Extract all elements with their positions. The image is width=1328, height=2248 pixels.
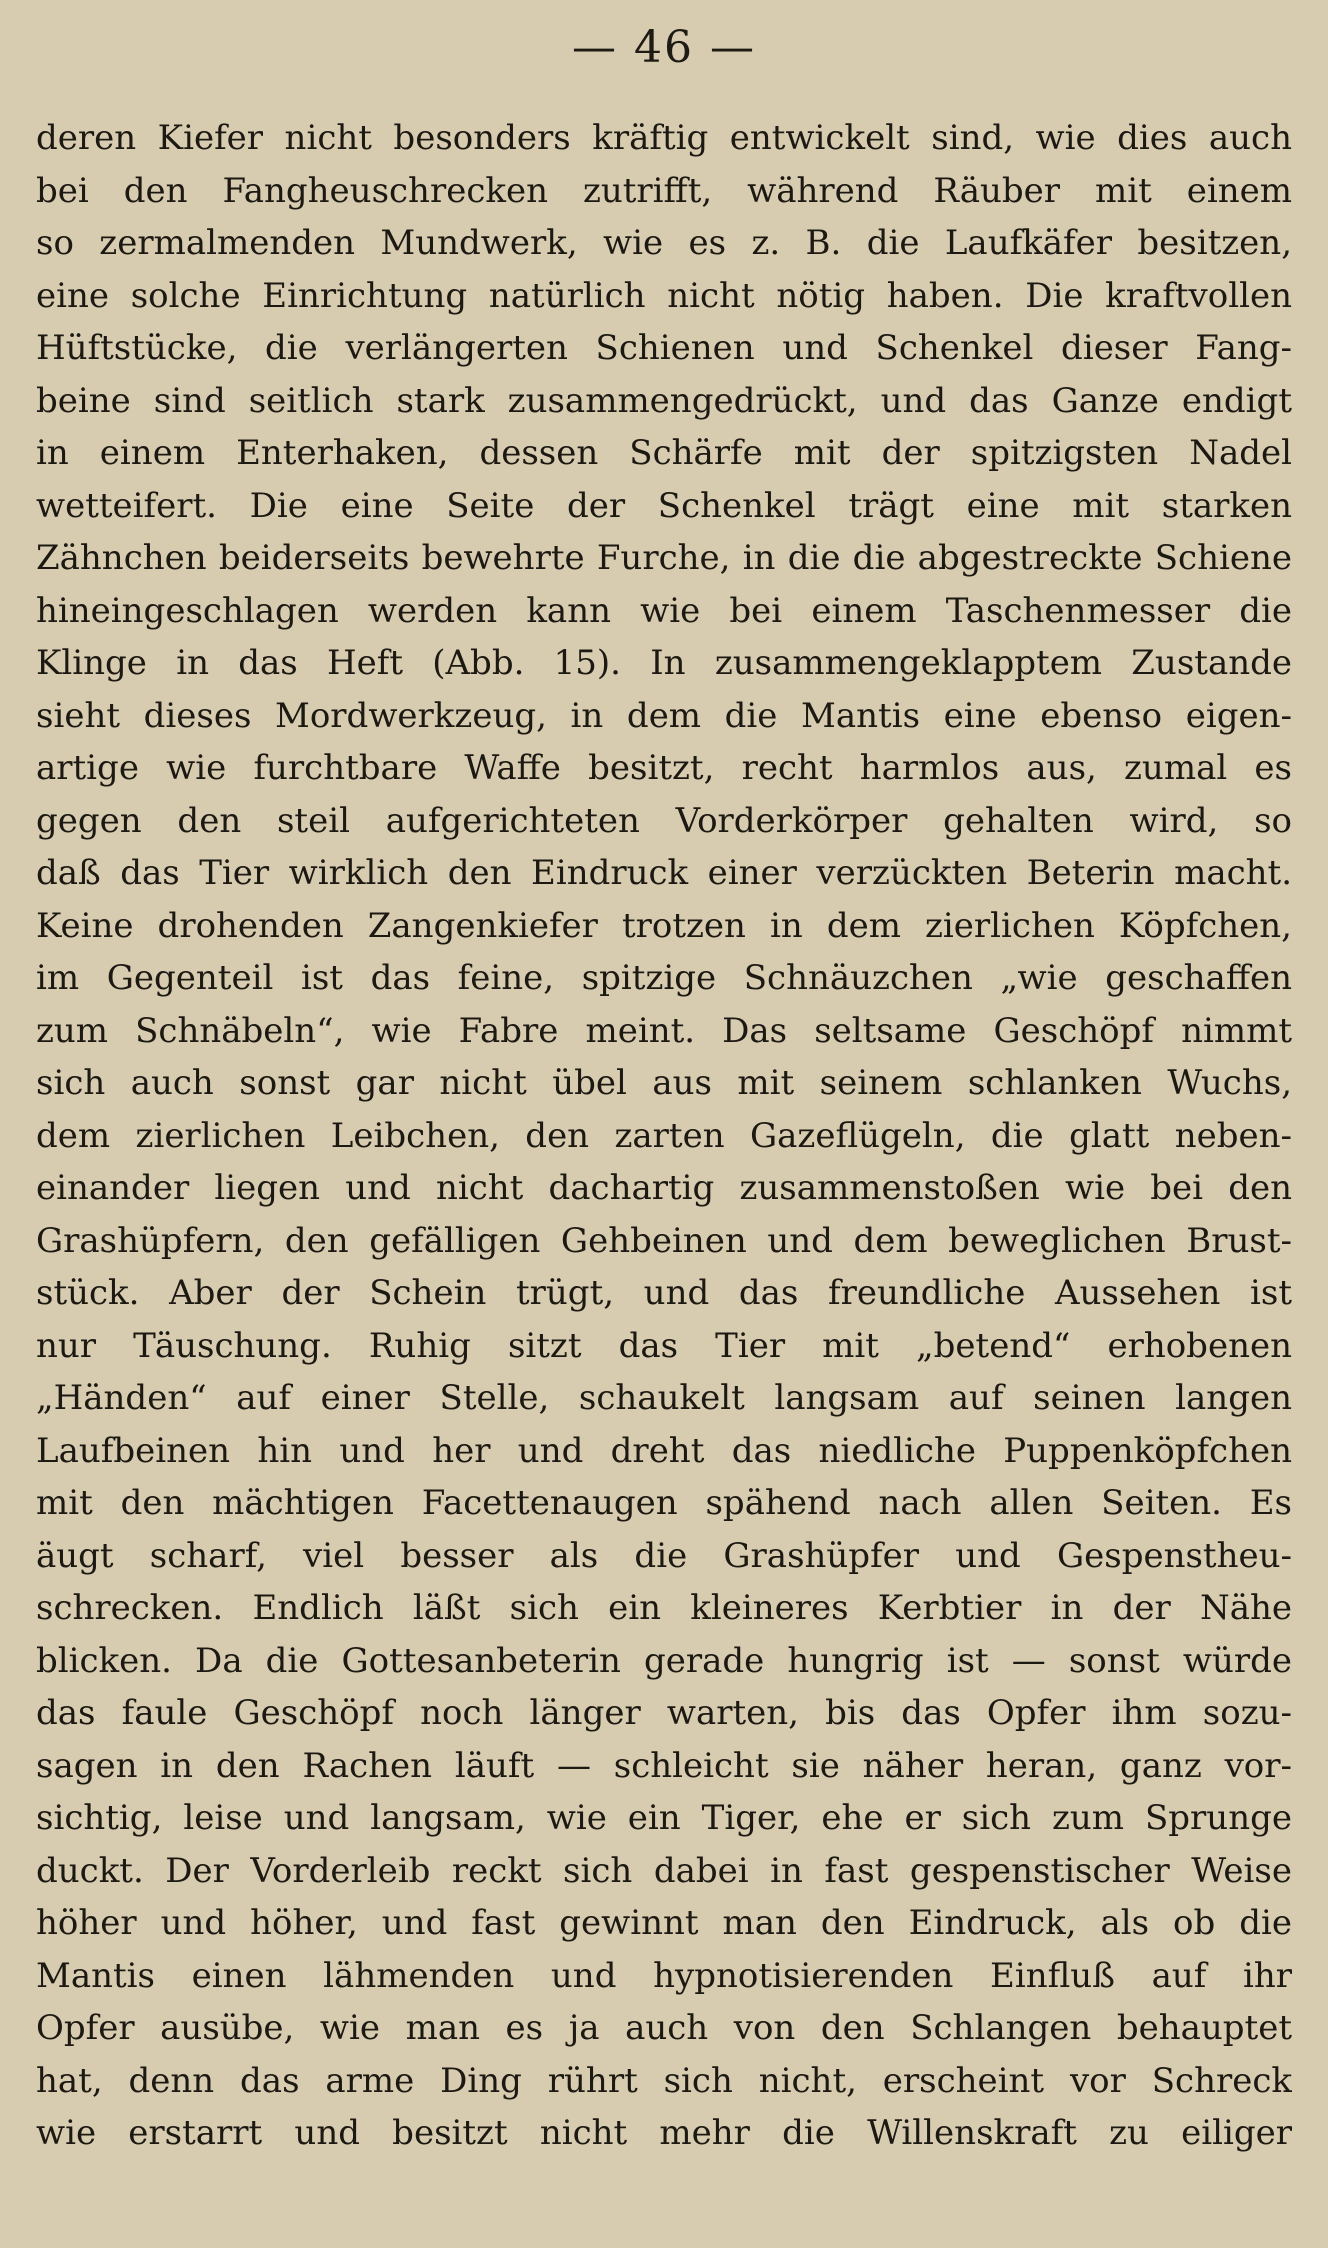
text-line: einander liegen und nicht dachartig zusammenstoßen wie bei den [36, 1168, 1292, 1208]
text-line: sieht dieses Mordwerkzeug, in dem die Mantis eine ebenso eigen- [36, 695, 1292, 736]
text-line: schrecken. Endlich läßt sich ein kleineres Kerbtier in der Nähe [36, 1588, 1292, 1628]
text-line: sichtig, leise und langsam, wie ein Tiger, ehe er sich zum Sprunge [36, 1798, 1292, 1838]
text-line: daß das Tier wirklich den Eindruck einer verzückten Beterin macht. [36, 853, 1292, 893]
text-line: blicken. Da die Gottesanbeterin gerade hungrig ist — sonst würde [36, 1640, 1292, 1681]
text-line: höher und höher, und fast gewinnt man den Eindruck, als ob die [36, 1903, 1292, 1943]
text-line: Grashüpfern, den gefälligen Gehbeinen und dem beweglichen Brust- [36, 1220, 1292, 1261]
text-line: beine sind seitlich stark zusammengedrückt, und das Ganze endigt [36, 380, 1292, 421]
text-line: Klinge in das Heft (Abb. 15). In zusammengeklapptem Zustande [36, 643, 1292, 683]
text-line: Laufbeinen hin und her und dreht das niedliche Puppenköpfchen [36, 1430, 1292, 1471]
text-line: wetteifert. Die eine Seite der Schenkel trägt eine mit starken [36, 485, 1292, 526]
text-line: duckt. Der Vorderleib reckt sich dabei in fast gespenstischer Weise [36, 1850, 1292, 1891]
body-text [36, 112, 1292, 2160]
text-line: im Gegenteil ist das feine, spitzige Schnäuzchen „wie geschaffen [36, 958, 1292, 998]
text-line: Opfer ausübe, wie man es ja auch von den Schlangen behauptet [36, 2008, 1292, 2048]
text-line: hineingeschlagen werden kann wie bei einem Taschenmesser die [36, 590, 1292, 631]
text-line: Zähnchen beiderseits bewehrte Furche, in die die abgestreckte Schiene [36, 538, 1292, 578]
text-line: wie erstarrt und besitzt nicht mehr die Willenskraft zu eiliger [36, 2113, 1292, 2153]
text-line: äugt scharf, viel besser als die Grashüpfer und Gespenstheu- [36, 1535, 1292, 1576]
text-line: „Händen“ auf einer Stelle, schaukelt langsam auf seinen langen [36, 1378, 1292, 1418]
text-line: sich auch sonst gar nicht übel aus mit seinem schlanken Wuchs, [36, 1063, 1292, 1103]
text-line: stück. Aber der Schein trügt, und das freundliche Aussehen ist [36, 1273, 1292, 1313]
text-line: nur Täuschung. Ruhig sitzt das Tier mit „betend“ erhobenen [36, 1325, 1292, 1366]
text-line: das faule Geschöpf noch länger warten, bis das Opfer ihm sozu- [36, 1693, 1292, 1733]
text-line: Keine drohenden Zangenkiefer trotzen in dem zierlichen Köpfchen, [36, 905, 1292, 946]
text-line: gegen den steil aufgerichteten Vorderkörper gehalten wird, so [36, 800, 1292, 841]
text-line: Hüftstücke, die verlängerten Schienen und Schenkel dieser Fang- [36, 328, 1292, 368]
page-number: — 46 — [572, 22, 756, 73]
text-line: sagen in den Rachen läuft — schleicht sie näher heran, ganz vor- [36, 1745, 1292, 1786]
text-line: zum Schnäbeln“, wie Fabre meint. Das seltsame Geschöpf nimmt [36, 1010, 1292, 1051]
text-line: in einem Enterhaken, dessen Schärfe mit der spitzigsten Nadel [36, 433, 1292, 473]
text-line: hat, denn das arme Ding rührt sich nicht, erscheint vor Schreck [36, 2060, 1292, 2101]
text-line: mit den mächtigen Facettenaugen spähend nach allen Seiten. Es [36, 1483, 1292, 1523]
text-line: so zermalmenden Mundwerk, wie es z. B. die Laufkäfer besitzen, [36, 223, 1292, 263]
text-line: eine solche Einrichtung natürlich nicht nötig haben. Die kraftvollen [36, 275, 1292, 316]
text-line: dem zierlichen Leibchen, den zarten Gazeflügeln, die glatt neben- [36, 1115, 1292, 1156]
text-line: Mantis einen lähmenden und hypnotisierenden Einfluß auf ihr [36, 1955, 1292, 1996]
text-line: bei den Fangheuschrecken zutrifft, während Räuber mit einem [36, 170, 1292, 211]
text-line: deren Kiefer nicht besonders kräftig entwickelt sind, wie dies auch [36, 118, 1292, 158]
text-line: artige wie furchtbare Waffe besitzt, recht harmlos aus, zumal es [36, 748, 1292, 788]
